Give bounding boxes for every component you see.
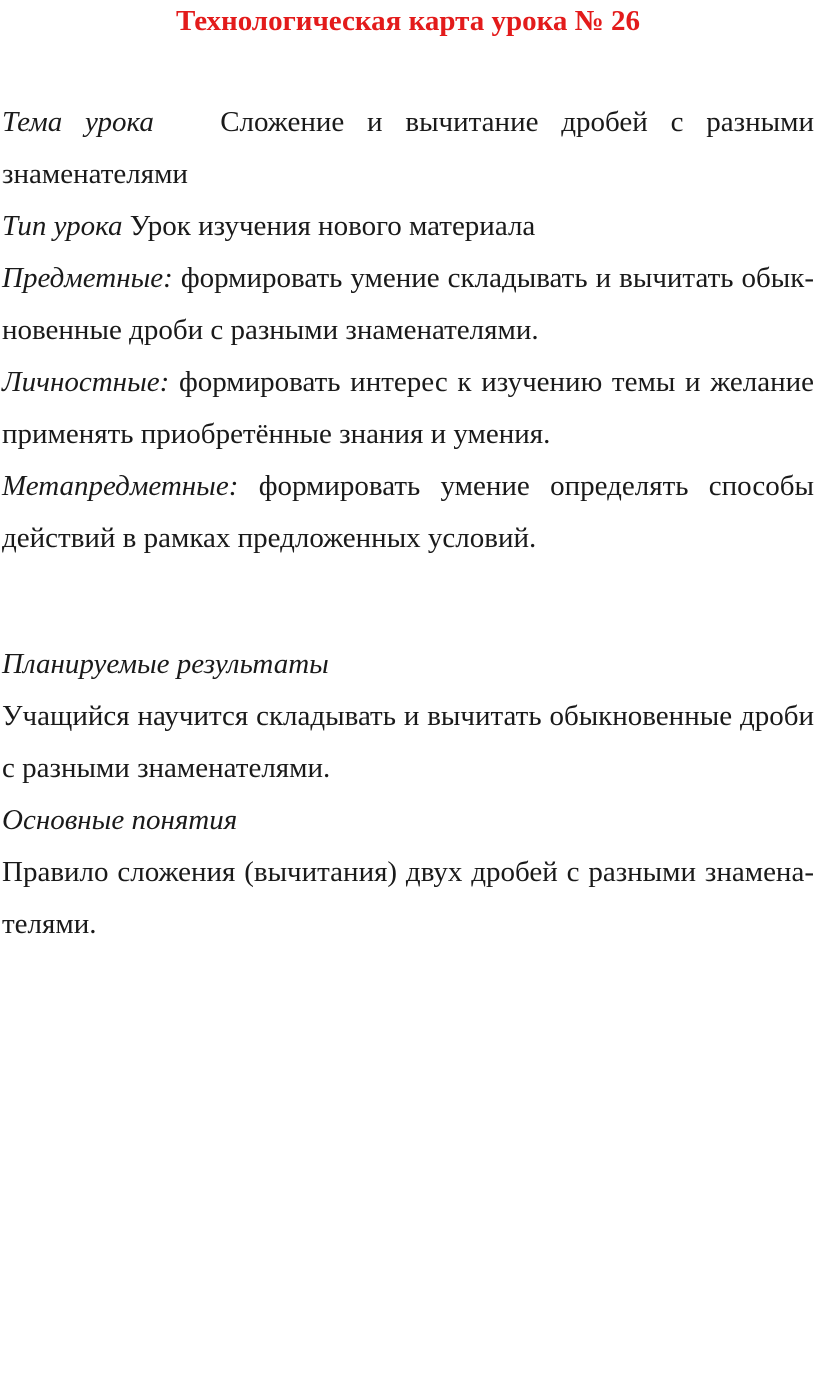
subject-goal-text: формировать умение складывать и вычитать обыкновенные дроби с разными знаменателями.: [2, 262, 815, 346]
topic-paragraph: [2, 96, 814, 200]
basic-concepts-text: Правило сложения (вычитания) двух дробей с разными знаменателями.: [2, 856, 814, 940]
planned-results-text: Учащийся научится складывать и вычитать обыкновенные дроби с разными знаменателями.: [2, 700, 814, 784]
planned-results-heading: Планируемые результаты: [2, 648, 329, 680]
lesson-type-label: Тип урока: [2, 210, 123, 242]
personal-goal-text: формировать интерес к изучению темы и желание применять приобретённые знания и умения.: [2, 366, 815, 450]
basic-concepts-heading: Основные понятия: [2, 804, 238, 836]
personal-goal-label: Личностные:: [2, 366, 170, 398]
subject-goal-label: Предметные:: [2, 262, 173, 294]
metasubject-goal-paragraph: [2, 460, 814, 564]
lesson-type-paragraph: [2, 200, 814, 252]
lesson-type-text: Урок изучения нового материала: [129, 210, 536, 242]
metasubject-goal-label: Метапредметные:: [2, 470, 239, 502]
subject-goal-paragraph: [2, 252, 814, 356]
topic-text: Сложение и вычитание дробей с разными знаменателями: [2, 106, 814, 190]
topic-label: Тема урока: [2, 106, 154, 138]
personal-goal-paragraph: [2, 356, 814, 460]
page-title: Технологическая карта урока № 26: [175, 5, 641, 37]
metasubject-goal-text: формировать умение определять способы действий в рамках предложенных условий.: [2, 470, 815, 554]
